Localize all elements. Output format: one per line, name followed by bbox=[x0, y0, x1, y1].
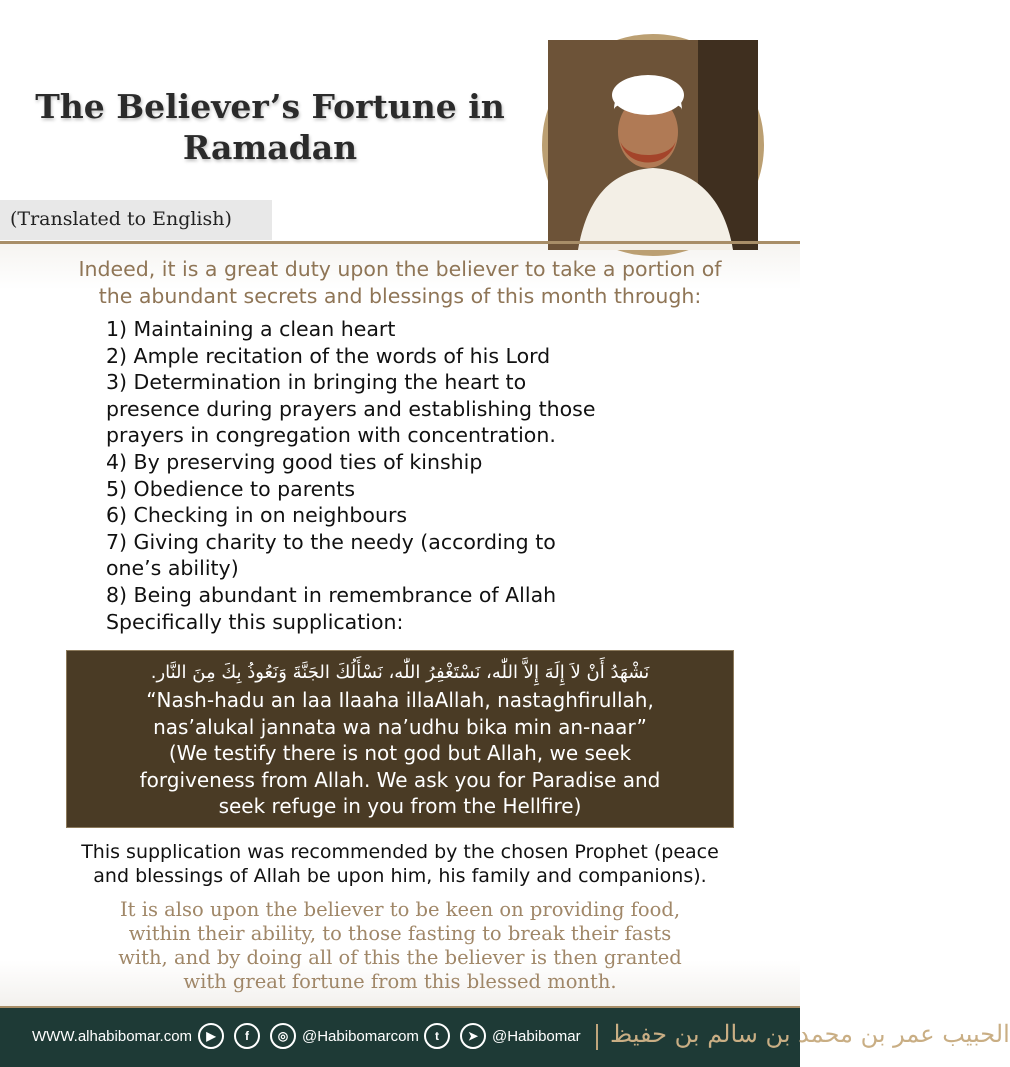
footer-separator bbox=[596, 1024, 598, 1050]
list-line: Specifically this supplication: bbox=[106, 609, 404, 634]
subtitle-text: (Translated to English) bbox=[10, 208, 232, 230]
intro-paragraph bbox=[20, 256, 780, 310]
list-line: 1) Maintaining a clean heart bbox=[106, 317, 396, 341]
arabic-supplication: نَشْهَدُ أَنْ لاَ إِلَهَ إِلاَّ اللّٰه، نَسْتَغْفِرُ اللّٰه، نَسْأَلُكَ الجَنَّةَ وَنَعُوذُ بِكَ مِنَ النَّار. bbox=[150, 662, 650, 683]
list-line: 6) Checking in on neighbours bbox=[106, 503, 408, 528]
list-line: prayers in congregation with concentration. bbox=[106, 423, 556, 448]
portrait-frame bbox=[542, 34, 764, 256]
closing-line: within their ability, to those fasting to break their fasts bbox=[128, 922, 672, 945]
recommendation-note bbox=[20, 840, 780, 888]
recommendation-line-2: and blessings of Allah be upon him, his family and companions). bbox=[93, 865, 707, 887]
recommendation-line-1: This supplication was recommended by the chosen Prophet (peace bbox=[81, 841, 719, 863]
title-line-1: The Believer’s Fortune in bbox=[35, 87, 505, 126]
portrait-photo bbox=[548, 40, 758, 250]
dua-line: nas’alukal jannata wa na’udhu bika min an-naar” bbox=[153, 714, 647, 739]
closing-line: with great fortune from this blessed month. bbox=[183, 970, 617, 993]
list-line: 4) By preserving good ties of kinship bbox=[106, 449, 483, 474]
handle-habibomar[interactable]: @Habibomar bbox=[492, 1028, 581, 1045]
dua-line: (We testify there is not god but Allah, we seek bbox=[168, 741, 632, 765]
list-line: one’s ability) bbox=[106, 556, 239, 581]
closing-line: with, and by doing all of this the believer is then granted bbox=[118, 946, 682, 969]
list-line: presence during prayers and establishing those bbox=[106, 396, 596, 421]
list-line: 5) Obedience to parents bbox=[106, 476, 356, 501]
facebook-icon[interactable]: f bbox=[234, 1023, 260, 1049]
handle-habibomarcom[interactable]: @Habibomarcom bbox=[302, 1028, 419, 1045]
subtitle-tag bbox=[0, 200, 272, 240]
supplication-box bbox=[66, 650, 734, 828]
calligraphy-signature: الحبيب عمر بن محمد بن سالم بن حفيظ bbox=[610, 1020, 1010, 1048]
dua-line: seek refuge in you from the Hellfire) bbox=[218, 794, 582, 818]
dua-line: “Nash-hadu an laa Ilaaha illaAllah, nastaghfirullah, bbox=[146, 688, 654, 712]
list-line: 3) Determination in bringing the heart to bbox=[106, 370, 527, 395]
practices-list bbox=[106, 316, 706, 635]
portrait-illustration bbox=[548, 40, 758, 250]
dua-line: forgiveness from Allah. We ask you for Paradise and bbox=[139, 767, 661, 792]
website-link[interactable]: WWW.alhabibomar.com bbox=[32, 1028, 193, 1045]
supplication-translation bbox=[67, 687, 733, 820]
closing-line: It is also upon the believer to be keen on providing food, bbox=[119, 898, 681, 921]
twitter-icon[interactable]: t bbox=[424, 1023, 450, 1049]
footer-bar bbox=[0, 1008, 1010, 1067]
title-line-2: Ramadan bbox=[182, 128, 358, 168]
header-divider bbox=[0, 241, 800, 244]
intro-line-2: the abundant secrets and blessings of this month through: bbox=[98, 284, 702, 308]
youtube-icon[interactable]: ▶ bbox=[198, 1023, 224, 1049]
instagram-icon[interactable]: ◎ bbox=[270, 1023, 296, 1049]
intro-line-1: Indeed, it is a great duty upon the believer to take a portion of bbox=[78, 257, 722, 281]
closing-paragraph bbox=[40, 898, 760, 994]
telegram-icon[interactable]: ➤ bbox=[460, 1023, 486, 1049]
list-line: 2) Ample recitation of the words of his Lord bbox=[106, 343, 551, 368]
list-line: 7) Giving charity to the needy (according to bbox=[106, 529, 556, 554]
page-title bbox=[20, 86, 520, 169]
list-line: 8) Being abundant in remembrance of Allah bbox=[106, 582, 557, 607]
